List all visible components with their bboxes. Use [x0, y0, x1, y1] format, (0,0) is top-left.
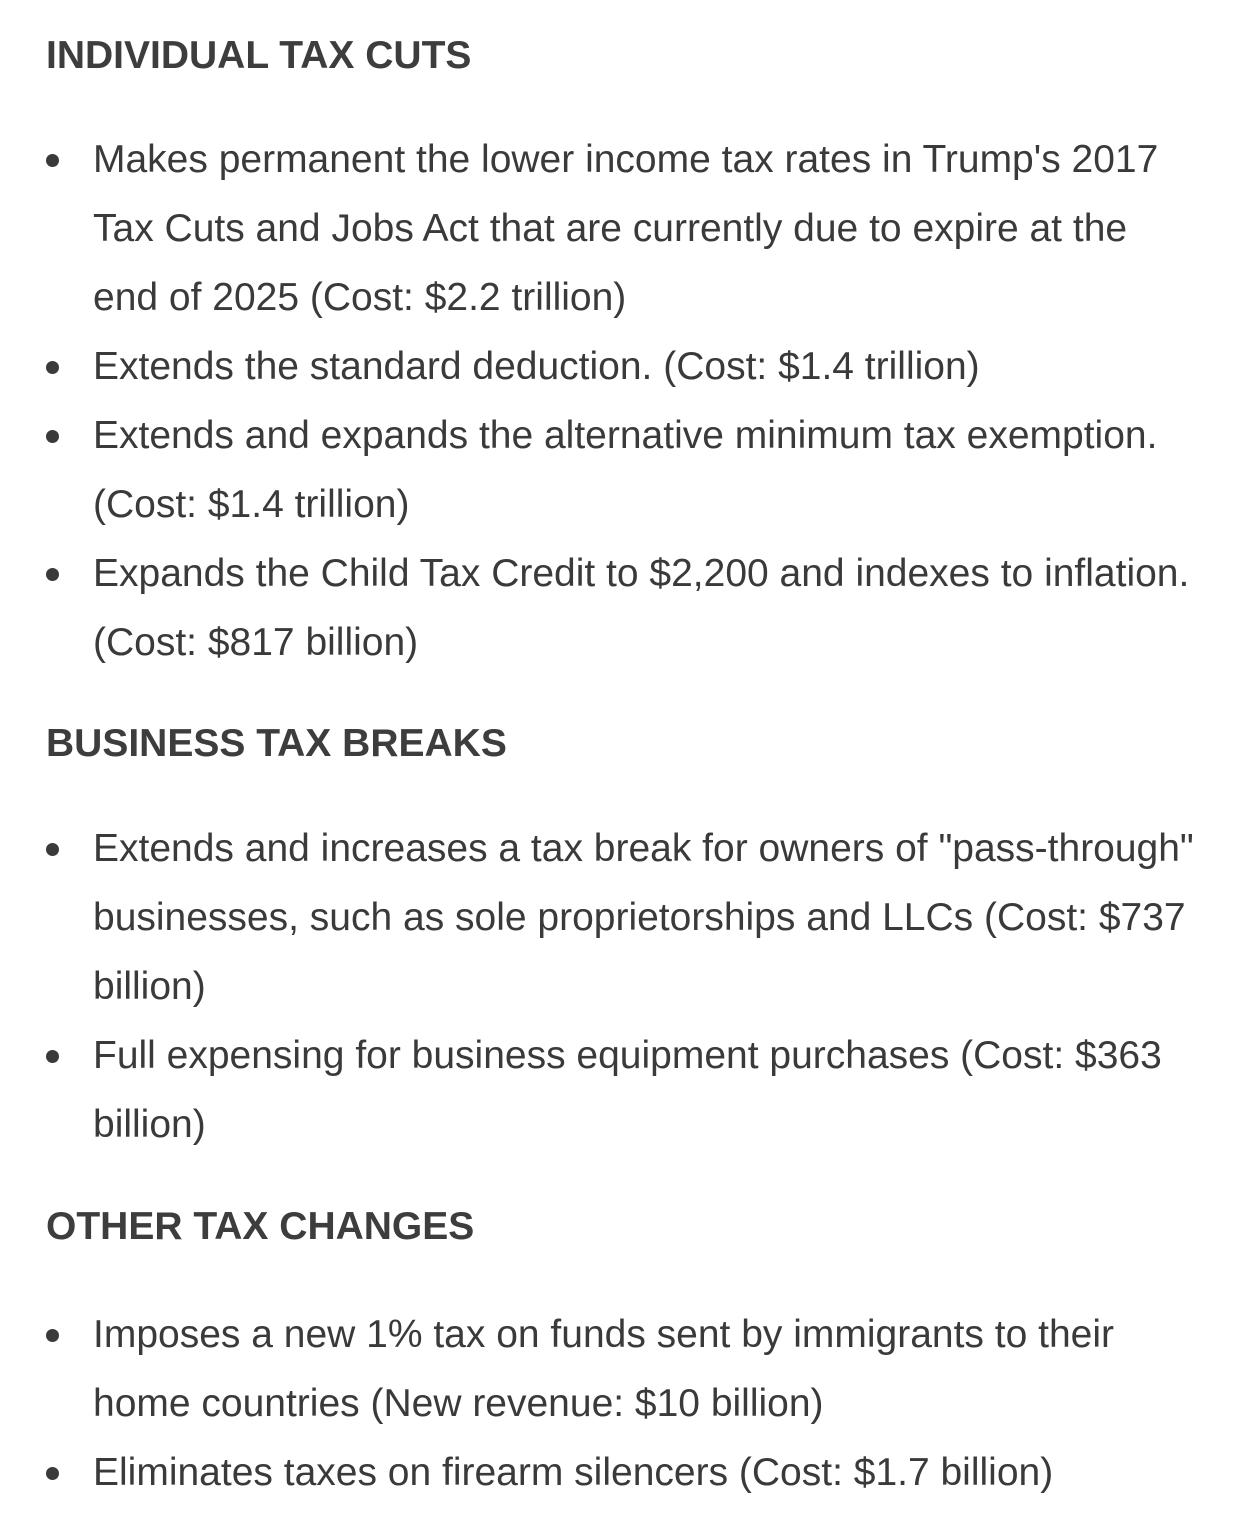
list-item [46, 1021, 1199, 1159]
bullet-list-business-tax-breaks [46, 814, 1199, 1159]
bullet-icon [46, 430, 59, 443]
list-item [46, 539, 1199, 677]
bullet-icon [46, 1329, 59, 1342]
list-item-text: Extends and increases a tax break for owners of "pass-through" businesses, such as sole proprietorships and LLCs (Cost: $737 billion) [93, 827, 1194, 1008]
list-item-text: Extends and expands the alternative minimum tax exemption. (Cost: $1.4 trillion) [93, 414, 1158, 526]
list-item-text: Imposes a new 1% tax on funds sent by immigrants to their home countries (New revenue: $10 billion) [93, 1313, 1114, 1425]
list-item-text: Full expensing for business equipment purchases (Cost: $363 billion) [93, 1034, 1162, 1146]
list-item [46, 1438, 1199, 1507]
list-item-text: Extends the standard deduction. (Cost: $1.4 trillion) [93, 345, 980, 388]
bullet-list-individual-tax-cuts [46, 125, 1199, 677]
section-heading-business-tax-breaks: BUSINESS TAX BREAKS [46, 722, 507, 765]
list-item-text: Eliminates taxes on firearm silencers (Cost: $1.7 billion) [93, 1451, 1054, 1494]
list-item-text: Expands the Child Tax Credit to $2,200 and indexes to inflation. (Cost: $817 billion) [93, 552, 1190, 664]
list-item [46, 332, 1199, 401]
list-item [46, 125, 1199, 332]
bullet-icon [46, 1050, 59, 1063]
bullet-icon [46, 154, 59, 167]
section-heading-other-tax-changes: OTHER TAX CHANGES [46, 1205, 475, 1248]
list-item [46, 401, 1199, 539]
bullet-icon [46, 1467, 59, 1480]
list-item [46, 814, 1199, 1021]
bullet-icon [46, 361, 59, 374]
bullet-list-other-tax-changes [46, 1300, 1199, 1507]
list-item-text: Makes permanent the lower income tax rates in Trump's 2017 Tax Cuts and Jobs Act that are currently due to expire at the end of 2025 (Cost: $2.2 trillion) [93, 138, 1159, 319]
list-item [46, 1300, 1199, 1438]
bullet-icon [46, 568, 59, 581]
bullet-icon [46, 843, 59, 856]
section-heading-individual-tax-cuts: INDIVIDUAL TAX CUTS [46, 34, 472, 77]
